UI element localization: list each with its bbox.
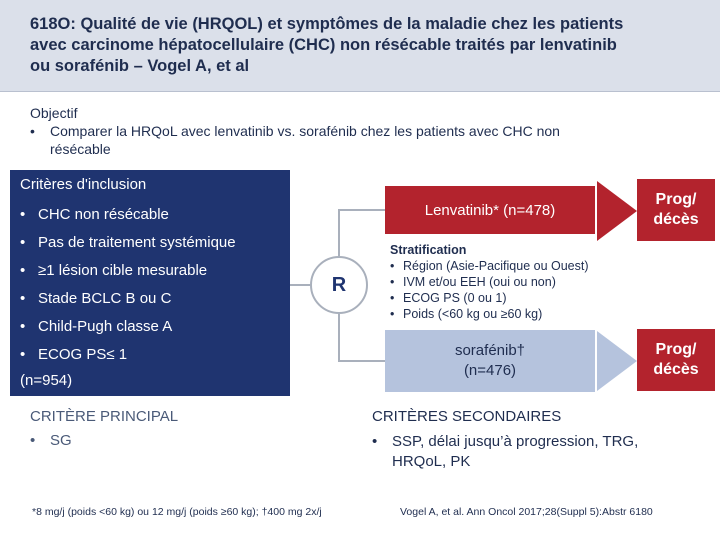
primary-endpoint-title: CRITÈRE PRINCIPAL [30, 408, 179, 425]
title-line-3: ou sorafénib – Vogel A, et al [30, 57, 250, 75]
secondary-endpoints-item [372, 432, 702, 472]
page-title [30, 14, 700, 77]
secondary-text-line-1: SSP, délai jusqu’à progression, TRG, [392, 433, 639, 450]
bullet-marker: • [390, 259, 395, 273]
connector-to-sorafenib [338, 360, 385, 362]
arrow-lenvatinib-icon [597, 181, 637, 241]
bullet-marker: • [20, 318, 26, 335]
inclusion-title: Critères d'inclusion [20, 176, 147, 193]
secondary-text-line-2: HRQoL, PK [392, 453, 471, 470]
inclusion-item-text: ≥1 lésion cible mesurable [38, 262, 208, 279]
bullet-marker: • [20, 262, 26, 279]
inclusion-item [20, 290, 171, 307]
inclusion-item-text: Pas de traitement systémique [38, 234, 236, 251]
stratification-item [390, 306, 640, 322]
primary-endpoint-item [30, 432, 72, 449]
inclusion-item [20, 234, 236, 251]
secondary-endpoints-text [392, 432, 638, 472]
stratification-title: Stratification [390, 243, 467, 257]
inclusion-item-text: CHC non résécable [38, 206, 169, 223]
inclusion-item-text: ECOG PS≤ 1 [38, 346, 128, 363]
stratification-item-text: IVM et/ou EEH (oui ou non) [403, 275, 556, 289]
prog-label-line-2: décès [653, 361, 699, 378]
stratification-list [390, 242, 640, 322]
bullet-marker: • [30, 432, 36, 449]
bullet-marker: • [372, 433, 378, 450]
arrow-sorafenib-icon [597, 331, 637, 391]
bullet-marker: • [30, 123, 35, 139]
prog-deces-box-bottom [637, 329, 715, 391]
stratification-item [390, 290, 640, 306]
stratification-item [390, 274, 640, 290]
bullet-marker: • [390, 275, 395, 289]
secondary-endpoints-title: CRITÈRES SECONDAIRES [372, 408, 562, 425]
inclusion-criteria-box [10, 170, 290, 396]
prog-label-line-1: Prog/ [655, 341, 697, 358]
prog-deces-box-top [637, 179, 715, 241]
stratification-item-text: Poids (<60 kg ou ≥60 kg) [403, 307, 543, 321]
inclusion-n: (n=954) [20, 372, 73, 389]
inclusion-item [20, 318, 172, 335]
sorafenib-label-line-2: (n=476) [463, 362, 517, 379]
inclusion-item [20, 206, 169, 223]
bullet-marker: • [20, 206, 26, 223]
randomization-node: R [310, 256, 368, 314]
stratification-item-text: Région (Asie-Pacifique ou Ouest) [403, 259, 589, 273]
bullet-marker: • [20, 346, 26, 363]
objective-section [30, 104, 670, 158]
lenvatinib-arm-box: Lenvatinib* (n=478) [385, 186, 595, 234]
connector-up [338, 209, 340, 256]
reference-footnote: Vogel A, et al. Ann Oncol 2017;28(Suppl 5):Abstr 6180 [400, 506, 653, 518]
bullet-marker: • [390, 307, 395, 321]
bullet-marker: • [20, 290, 26, 307]
dosing-footnote: *8 mg/j (poids <60 kg) ou 12 mg/j (poids ≥60 kg); †400 mg 2x/j [32, 506, 322, 518]
objective-heading: Objectif [30, 105, 78, 121]
inclusion-item [20, 346, 127, 363]
title-line-1: 618O: Qualité de vie (HRQOL) et symptômes de la maladie chez les patients [30, 15, 624, 33]
bullet-marker: • [20, 234, 26, 251]
stratification-item [390, 258, 640, 274]
objective-text-line-1: Comparer la HRQoL avec lenvatinib vs. sorafénib chez les patients avec CHC non [50, 123, 560, 139]
connector-down [338, 314, 340, 362]
connector-to-r [290, 284, 310, 286]
prog-label-line-2: décès [653, 211, 699, 228]
inclusion-item-text: Stade BCLC B ou C [38, 290, 172, 307]
sorafenib-label-line-1: sorafénib† [454, 342, 526, 359]
connector-to-lenvatinib [338, 209, 385, 211]
prog-label-line-1: Prog/ [655, 191, 697, 208]
inclusion-item-text: Child-Pugh classe A [38, 318, 173, 335]
objective-text-line-2: résécable [50, 141, 111, 157]
sorafenib-arm-box [385, 330, 595, 392]
primary-endpoint-text: SG [50, 432, 72, 449]
stratification-item-text: ECOG PS (0 ou 1) [403, 291, 507, 305]
bullet-marker: • [390, 291, 395, 305]
objective-bullet [30, 122, 670, 140]
title-line-2: avec carcinome hépatocellulaire (CHC) non résécable traités par lenvatinib [30, 36, 617, 54]
inclusion-item [20, 262, 207, 279]
